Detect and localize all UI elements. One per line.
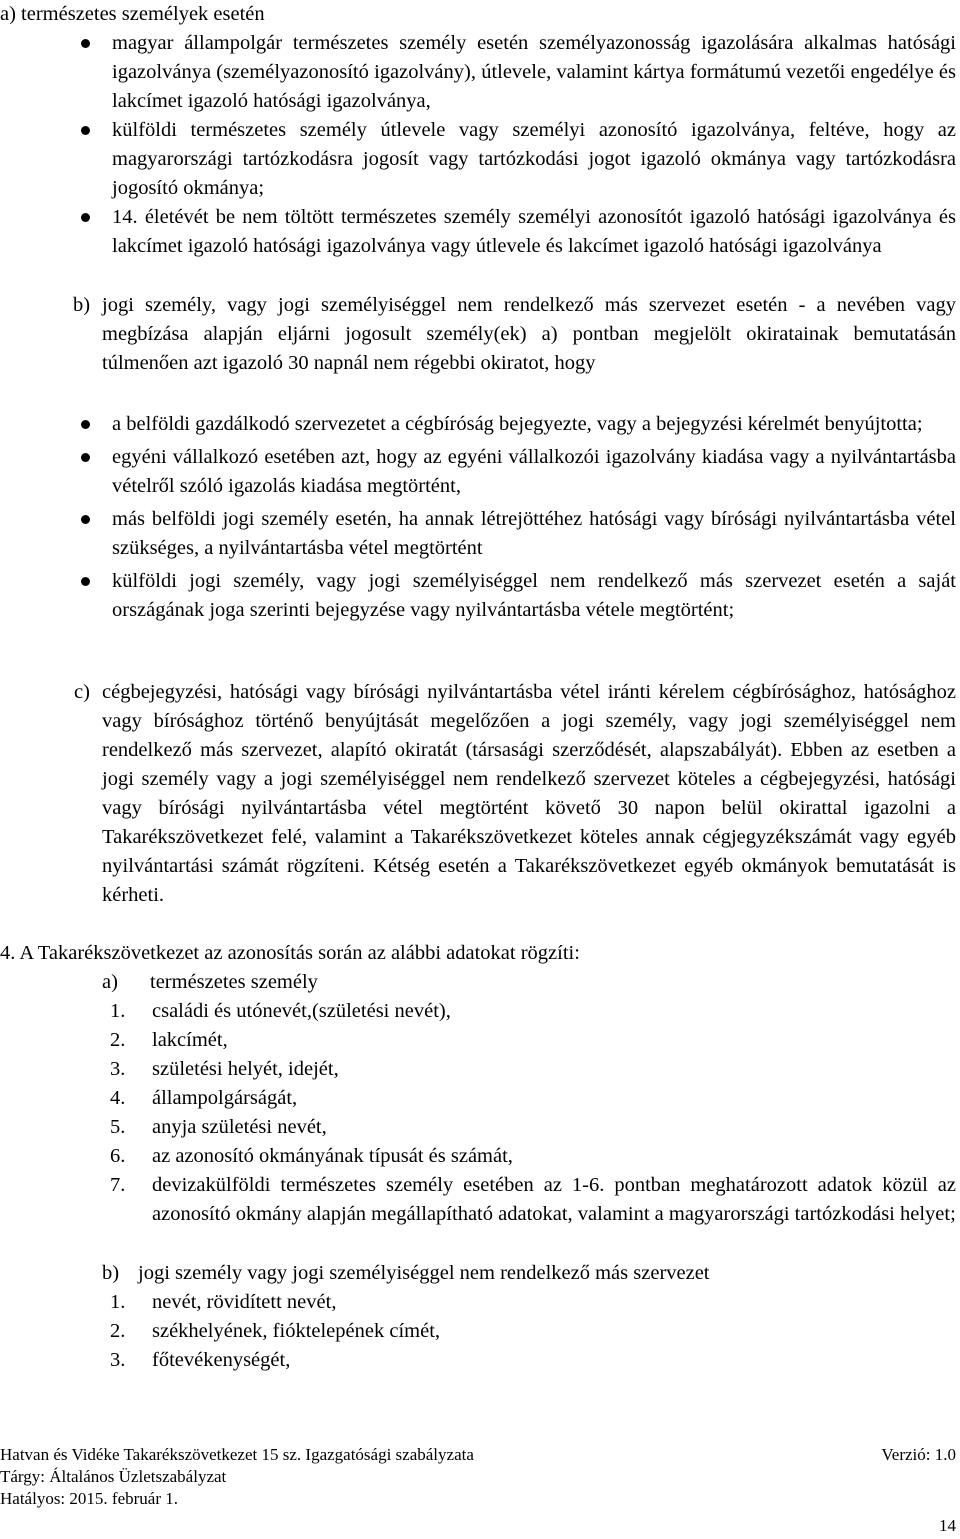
- item-number: 1.: [110, 1000, 126, 1022]
- item-number: 3.: [110, 1349, 126, 1371]
- list-item: [0, 1142, 956, 1171]
- section-c-text: cégbejegyzési, hatósági vagy bírósági nyilvántartásba vétel iránti kérelem cégbírósághoz, hatósághoz vagy bírósághoz történő benyújtását megelőzően a jogi személy, vagy jogi személyiséggel nem rendelkező más szervezet, alapító okiratát (társasági szerződését, alapszabályát). Ebben az esetben a jogi személy vagy a jogi személyiséggel nem rendelkező szervezet köteles a cégbejegyzési, hatósági vagy bírósági nyilvántartásba vétel megtörtént követő 30 napon belül okirattal igazolni a Takarékszövetkezet felé, valamint a Takarékszövetkezet köteles annak cégjegyzékszámát vagy egyéb nyilvántartási számát rögzíteni. Kétség esetén a Takarékszövetkezet egyéb okmányok bemutatását is kérheti.: [102, 681, 956, 906]
- list-item: [0, 997, 956, 1026]
- item-number: 7.: [110, 1174, 126, 1196]
- bullet-icon: [81, 213, 90, 222]
- item-text: devizakülföldi természetes személy esetében az 1-6. pontban meghatározott adatok közül az azonosító okmány alapján megállapítható adatokat, valamint a magyarországi tartózkodási helyet;: [152, 1174, 956, 1225]
- item-number: 5.: [110, 1116, 126, 1138]
- point-4a-label: a): [102, 971, 118, 993]
- point-4-text: 4. A Takarékszövetkezet az azonosítás során az alábbi adatokat rögzíti:: [0, 942, 580, 964]
- item-text: az azonosító okmányának típusát és számát,: [152, 1145, 513, 1167]
- list-item: [0, 505, 956, 563]
- footer-document-title: Hatvan és Vidéke Takarékszövetkezet 15 sz. Igazgatósági szabályzata: [0, 1445, 474, 1464]
- bullet-icon: [81, 453, 90, 462]
- footer-version: Verzió: 1.0: [881, 1445, 956, 1464]
- section-b-bullet-list: [0, 410, 956, 625]
- section-a-heading: [0, 0, 960, 29]
- list-item: [0, 1113, 956, 1142]
- list-item-text: más belföldi jogi személy esetén, ha annak létrejöttéhez hatósági vagy bírósági nyilvántartásba vétel szükséges, a nyilvántartásba vétel megtörtént: [112, 508, 956, 559]
- item-text: családi és utónevét,(születési nevét),: [152, 1000, 451, 1022]
- list-item: [0, 1055, 956, 1084]
- point-4b: [0, 1259, 956, 1288]
- item-number: 3.: [110, 1058, 126, 1080]
- item-text: születési helyét, idejét,: [152, 1058, 339, 1080]
- list-item: [0, 1317, 956, 1346]
- section-b-text: jogi személy, vagy jogi személyiséggel nem rendelkező más szervezet esetén - a nevében vagy megbízása alapján eljárni jogosult személy(ek) a) pontban megjelölt okiratainak bemutatásán túlmenően azt igazoló 30 napnál nem régebbi okiratot, hogy: [102, 294, 956, 374]
- list-item: [0, 1288, 956, 1317]
- section-a-heading-text: a) természetes személyek esetén: [0, 3, 265, 25]
- footer-row-3: [0, 1488, 960, 1510]
- bullet-icon: [81, 577, 90, 586]
- list-item: [0, 29, 956, 116]
- point-4-heading: [0, 939, 956, 968]
- section-b: [0, 291, 956, 378]
- list-item-text: külföldi természetes személy útlevele vagy személyi azonosító igazolványa, feltéve, hogy az magyarországi tartózkodásra jogosít vagy tartózkodási jogot igazoló okmánya vagy tartózkodásra jogosító okmánya;: [112, 119, 956, 199]
- list-item: [0, 1084, 956, 1113]
- page-number: 14: [939, 1516, 956, 1535]
- item-text: nevét, rövidített nevét,: [152, 1291, 337, 1313]
- point-4b-list: [0, 1288, 956, 1375]
- list-item: [0, 203, 956, 261]
- footer-subject: Tárgy: Általános Üzletszabályzat: [0, 1467, 227, 1486]
- section-c: [0, 678, 956, 910]
- list-item: [0, 116, 956, 203]
- list-item: [0, 443, 956, 501]
- item-number: 1.: [110, 1291, 126, 1313]
- item-number: 2.: [110, 1029, 126, 1051]
- point-4a-list: [0, 997, 956, 1229]
- list-item: [0, 1171, 956, 1229]
- bullet-icon: [81, 126, 90, 135]
- list-item: [0, 567, 956, 625]
- list-item: [0, 410, 956, 439]
- item-number: 6.: [110, 1145, 126, 1167]
- point-4b-title: jogi személy vagy jogi személyiséggel nem rendelkező más szervezet: [138, 1262, 710, 1284]
- list-item: [0, 1346, 956, 1375]
- page-footer: [0, 1444, 960, 1510]
- footer-effective-date: Hatályos: 2015. február 1.: [0, 1489, 178, 1508]
- section-c-label: c): [74, 681, 90, 703]
- item-text: székhelyének, fióktelepének címét,: [152, 1320, 441, 1342]
- point-4b-label: b): [102, 1262, 120, 1284]
- item-text: főtevékenységét,: [152, 1349, 291, 1371]
- section-b-label: b): [73, 294, 91, 316]
- item-text: lakcímét,: [152, 1029, 228, 1051]
- footer-row-1: [0, 1444, 960, 1466]
- section-a-bullet-list: [0, 29, 956, 261]
- list-item-text: külföldi jogi személy, vagy jogi személyiséggel nem rendelkező más szervezet esetén a saját országának joga szerinti bejegyzése vagy nyilvántartásba vétele megtörtént;: [112, 570, 956, 621]
- list-item-text: magyar állampolgár természetes személy esetén személyazonosság igazolására alkalmas hatósági igazolványa (személyazonosító igazolvány), útlevele, valamint kártya formátumú vezetői engedélye és lakcímet igazoló hatósági igazolványa,: [112, 32, 956, 112]
- item-number: 2.: [110, 1320, 126, 1342]
- item-number: 4.: [110, 1087, 126, 1109]
- footer-row-2: [0, 1466, 960, 1488]
- bullet-icon: [81, 420, 90, 429]
- list-item-text: 14. életévét be nem töltött természetes személy személyi azonosítót igazoló hatósági igazolványa és lakcímet igazoló hatósági igazolványa vagy útlevele és lakcímet igazoló hatósági igazolványa: [112, 206, 956, 257]
- point-4a-title: természetes személy: [150, 971, 318, 993]
- bullet-icon: [81, 39, 90, 48]
- list-item-text: egyéni vállalkozó esetében azt, hogy az egyéni vállalkozói igazolvány kiadása vagy a nyilvántartásba vételről szóló igazolás kiadása megtörtént,: [112, 446, 956, 497]
- item-text: anyja születési nevét,: [152, 1116, 327, 1138]
- item-text: állampolgárságát,: [152, 1087, 298, 1109]
- list-item-text: a belföldi gazdálkodó szervezetet a cégbíróság bejegyezte, vagy a bejegyzési kérelmét benyújtotta;: [112, 413, 923, 435]
- bullet-icon: [81, 515, 90, 524]
- point-4a: [0, 968, 956, 997]
- list-item: [0, 1026, 956, 1055]
